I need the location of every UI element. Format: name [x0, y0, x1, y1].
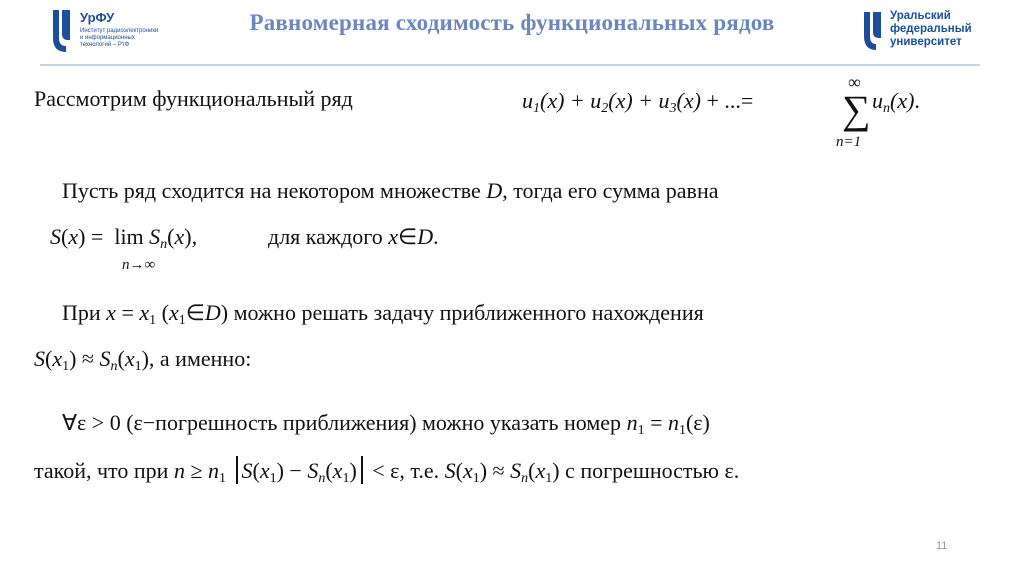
logo-left-name: УрФУ [80, 10, 115, 25]
intro-text: Рассмотрим функциональный ряд [34, 86, 353, 111]
error-bound-text: такой, что при $n \ge n_1$ $S(x_1) - S_n(x_1) < \varepsilon$, т.е. $S(x_1) \approx S_n(x_1)$ с погрешностью ε. [34, 458, 740, 486]
approximation-text: При $x = x_1$ $(x_1\in D)$ можно решать задачу приближенного нахождения [62, 300, 704, 328]
logo-left-subtitle: Институт радиоэлектроники и информационных технологий – РтФ [80, 28, 159, 48]
urfu-emblem-icon [862, 10, 884, 52]
for-each-text: для каждого x∈D. [268, 224, 439, 249]
epsilon-text: ∀ε > 0 (ε−погрешность приближения) можно указать номер $n_1 = n_1(\varepsilon)$ [62, 410, 710, 438]
page-title: Равномерная сходимость функциональных рядов [249, 10, 775, 35]
sum-upper-limit: ∞ [848, 72, 861, 92]
urfu-logo-right [862, 8, 992, 58]
sum-lower-limit: n=1 [836, 134, 862, 150]
sigma-glyph: ∑ [842, 87, 871, 132]
series-formula: $u_1(x) + u_2(x) + u_3(x)$ + ...= [522, 88, 754, 116]
page-number: 11 [936, 540, 948, 552]
limit-subscript: n→∞ [122, 257, 156, 273]
series-general-term: $u_n(x)$. [872, 88, 920, 116]
header-divider [40, 64, 980, 66]
sum-symbol [834, 72, 874, 152]
logo-right-university-name: Уральский федеральный университет [890, 10, 972, 48]
approximation-formula: $S(x_1) \approx S_n(x_1)$, а именно: [34, 346, 252, 374]
convergence-text: Пусть ряд сходится на некотором множестве D, тогда его сумма равна [62, 178, 719, 203]
sum-limit-formula: $S(x) = \lim S_n(x)$, [50, 224, 198, 252]
